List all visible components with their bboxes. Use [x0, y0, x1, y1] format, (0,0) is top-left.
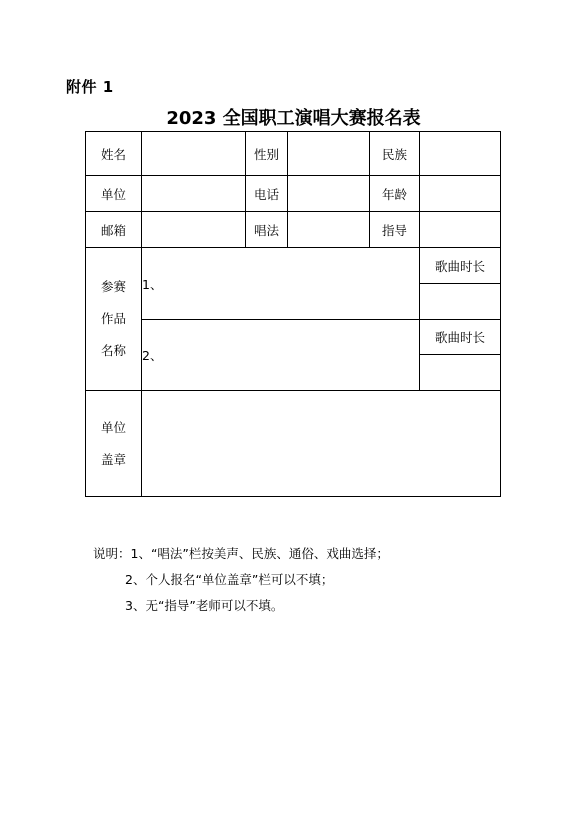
instructions — [93, 541, 389, 619]
attachment-label: 附件 1 — [66, 78, 114, 96]
ethnicity-label: 民族 — [370, 132, 420, 176]
seal-label-line2: 盖章 — [100, 451, 126, 467]
note-line-1: 说明：1、“唱法”栏按美声、民族、通俗、戏曲选择； — [93, 546, 389, 561]
row-seal — [86, 391, 501, 497]
seal-field[interactable] — [142, 391, 501, 497]
seal-label — [86, 391, 142, 497]
entry1-field[interactable] — [142, 248, 420, 320]
entries-label — [86, 248, 142, 391]
note-line-2: 2、个人报名“单位盖章”栏可以不填； — [125, 572, 334, 587]
duration2-label: 歌曲时长 — [420, 320, 501, 355]
seal-label-line1: 单位 — [100, 419, 126, 435]
unit-label: 单位 — [86, 176, 142, 212]
entries-label-line2: 作品 — [100, 311, 126, 326]
entry2-field[interactable] — [142, 320, 420, 391]
note-line-3: 3、无“指导”老师可以不填。 — [125, 598, 284, 613]
age-field[interactable] — [420, 176, 501, 212]
name-field[interactable] — [142, 132, 246, 176]
singing-style-field[interactable] — [288, 212, 370, 248]
singing-style-label: 唱法 — [246, 212, 288, 248]
ethnicity-field[interactable] — [420, 132, 501, 176]
registration-form-table — [85, 131, 501, 497]
entries-label-line3: 名称 — [100, 343, 126, 358]
gender-label: 性别 — [246, 132, 288, 176]
age-label: 年龄 — [370, 176, 420, 212]
instructor-label: 指导 — [370, 212, 420, 248]
row-entry2-a — [86, 320, 501, 355]
name-label: 姓名 — [86, 132, 142, 176]
duration1-label: 歌曲时长 — [420, 248, 501, 284]
unit-field[interactable] — [142, 176, 246, 212]
phone-field[interactable] — [288, 176, 370, 212]
entry1-number: 1、 — [142, 276, 163, 292]
entries-label-line1: 参赛 — [100, 279, 126, 294]
postcode-label: 邮箱 — [86, 212, 142, 248]
instructor-field[interactable] — [420, 212, 501, 248]
duration1-field[interactable] — [420, 284, 501, 320]
form-title: 2023 全国职工演唱大赛报名表 — [166, 108, 421, 129]
row-entry1-a — [86, 248, 501, 284]
row-unit — [86, 176, 501, 212]
gender-field[interactable] — [288, 132, 370, 176]
phone-label: 电话 — [246, 176, 288, 212]
duration2-field[interactable] — [420, 355, 501, 391]
entry2-number: 2、 — [142, 348, 163, 363]
row-name — [86, 132, 501, 176]
row-postcode — [86, 212, 501, 248]
postcode-field[interactable] — [142, 212, 246, 248]
